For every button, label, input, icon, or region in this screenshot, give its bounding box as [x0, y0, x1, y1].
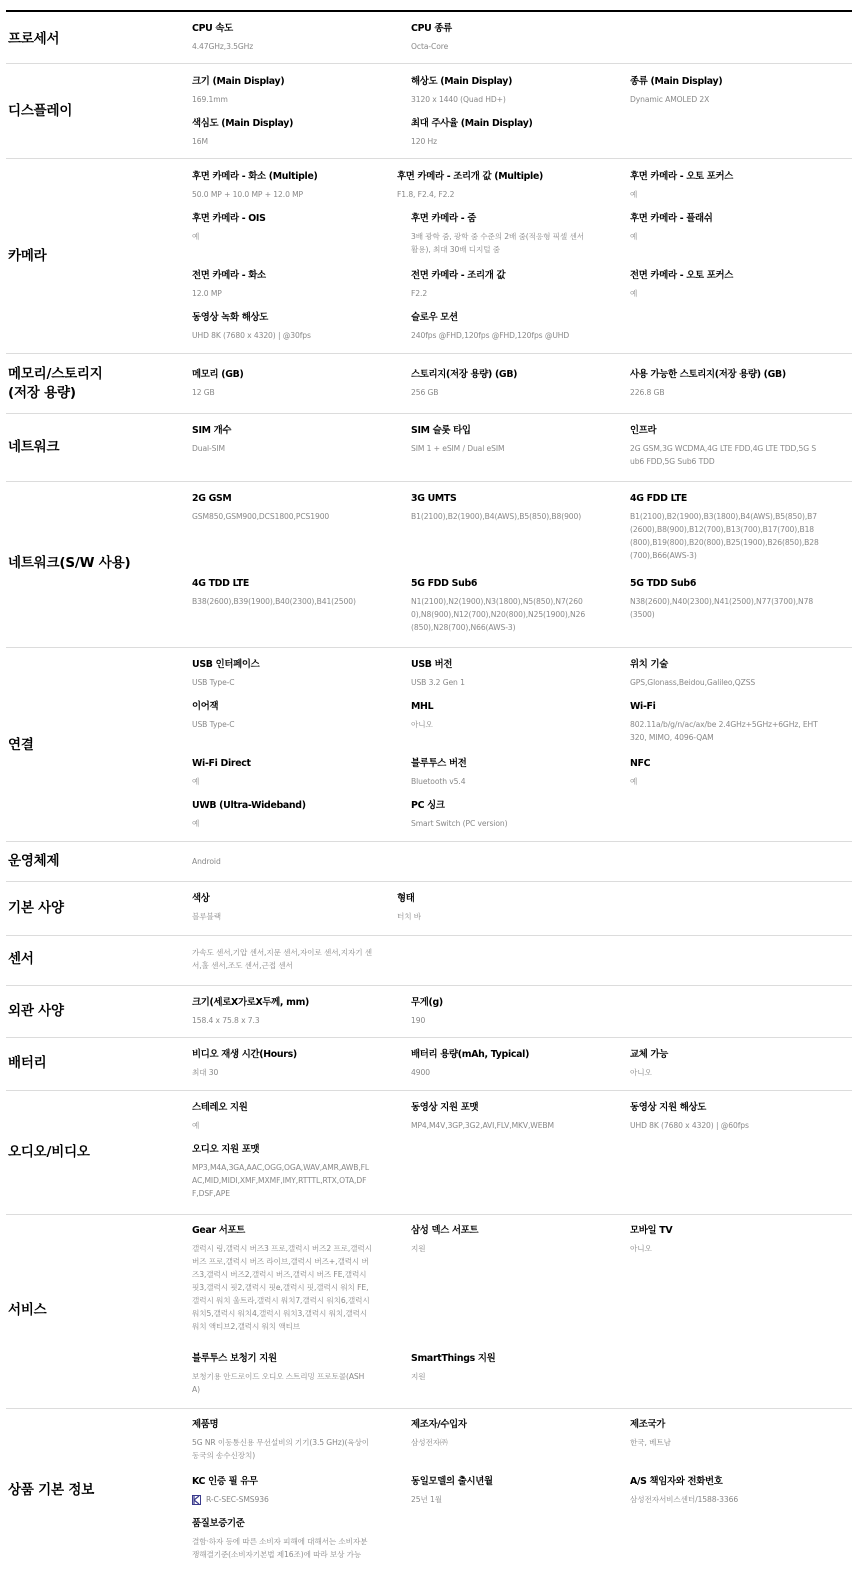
spec-value: USB 3.2 Gen 1 [411, 678, 465, 687]
spec-item [411, 368, 611, 399]
spec-item [192, 1475, 392, 1506]
section-physical [6, 985, 852, 1037]
spec-label: Gear 서포트 [192, 1225, 246, 1236]
spec-value: F2.2 [411, 289, 428, 298]
spec-item [192, 892, 392, 923]
spec-label: 후면 카메라 - 조리개 값 (Multiple) [397, 171, 543, 182]
spec-item [192, 996, 392, 1027]
spec-label: NFC [630, 758, 651, 769]
spec-item [192, 1224, 372, 1333]
spec-value: 120 Hz [411, 137, 438, 146]
spec-item [411, 212, 593, 256]
spec-item [192, 1143, 372, 1200]
spec-item [411, 1101, 611, 1132]
spec-item [411, 75, 611, 106]
spec-item [192, 1517, 372, 1561]
spec-value: Smart Switch (PC version) [411, 819, 508, 828]
section-title: 카메라 [8, 248, 47, 264]
spec-label: 이어잭 [192, 701, 219, 712]
section-title: 네트워크(S/W 사용) [8, 555, 131, 571]
section-services [6, 1214, 852, 1408]
spec-item [630, 1475, 830, 1506]
spec-value: 802.11a/b/g/n/ac/ax/be 2.4GHz+5GHz+6GHz, EHT320, MIMO, 4096-QAM [630, 720, 818, 742]
spec-value: 3120 x 1440 (Quad HD+) [411, 95, 506, 104]
section-title: 외관 사양 [8, 1003, 64, 1019]
spec-item [411, 1048, 611, 1079]
spec-label: 종류 (Main Display) [630, 76, 723, 87]
spec-label: 모바일 TV [630, 1225, 673, 1236]
top-divider [6, 10, 852, 12]
spec-item [411, 658, 611, 689]
spec-item [192, 75, 392, 106]
spec-label: 5G TDD Sub6 [630, 578, 697, 589]
spec-item [192, 212, 392, 243]
spec-item [411, 799, 611, 830]
spec-value: GSM850,GSM900,DCS1800,PCS1900 [192, 512, 330, 521]
spec-label: 색상 [192, 893, 210, 904]
spec-item [411, 117, 611, 148]
section-display [6, 63, 852, 158]
spec-label: 교체 가능 [630, 1049, 668, 1060]
spec-label: 동영상 지원 해상도 [630, 1102, 706, 1113]
spec-item [630, 424, 820, 468]
spec-label: Wi-Fi Direct [192, 758, 251, 769]
spec-label: 후면 카메라 - 화소 (Multiple) [192, 171, 318, 182]
spec-item [192, 941, 372, 972]
spec-label: 동영상 녹화 해상도 [192, 312, 268, 323]
section-title: 서비스 [8, 1302, 47, 1318]
spec-value: B1(2100),B2(1900),B4(AWS),B5(850),B8(900) [411, 512, 582, 521]
spec-label: 스테레오 지원 [192, 1102, 248, 1113]
spec-label: 사용 가능한 스토리지(저장 용량) (GB) [630, 369, 786, 380]
spec-label: 크기(세로X가로X두께, mm) [192, 997, 310, 1008]
spec-value: SIM 1 + eSIM / Dual eSIM [411, 444, 505, 453]
spec-item [411, 1352, 611, 1383]
spec-value: 삼성전자서비스센터/1588-3366 [630, 1495, 739, 1504]
spec-item [411, 700, 611, 731]
section-sensor [6, 935, 852, 985]
spec-item [192, 1101, 392, 1132]
spec-value: F1.8, F2.4, F2.2 [397, 190, 455, 199]
spec-item [630, 577, 820, 621]
section-connectivity [6, 647, 852, 841]
spec-value: MP4,M4V,3GP,3G2,AVI,FLV,MKV,WEBM [411, 1121, 554, 1130]
spec-label: 후면 카메라 - OIS [192, 213, 266, 224]
spec-value: 가속도 센서,기압 센서,지문 센서,자이로 센서,지자기 센서,홀 센서,조도 센서,근접 센서 [192, 948, 373, 970]
spec-label: UWB (Ultra-Wideband) [192, 800, 306, 811]
spec-label: 오디오 지원 포맷 [192, 1144, 260, 1155]
spec-item [192, 269, 392, 300]
spec-label: 삼성 덱스 서포트 [411, 1225, 479, 1236]
spec-value: 예 [630, 289, 638, 298]
spec-value: 아니오 [411, 720, 433, 729]
spec-item [411, 22, 611, 53]
section-audio-video [6, 1090, 852, 1214]
spec-label: 무게(g) [411, 997, 443, 1008]
spec-label: A/S 책임자와 전화번호 [630, 1476, 723, 1487]
section-general [6, 881, 852, 935]
spec-item [630, 212, 830, 243]
spec-label: 크기 (Main Display) [192, 76, 285, 87]
spec-item [630, 658, 830, 689]
spec-value: 블루블랙 [192, 912, 221, 921]
spec-label: CPU 속도 [192, 23, 233, 34]
spec-value: 5G NR 이동통신용 무선설비의 기기(3.5 GHz)(육상이동국의 송수신장치) [192, 1438, 370, 1460]
spec-value: 예 [192, 819, 200, 828]
spec-item [630, 1224, 830, 1255]
spec-value: B38(2600),B39(1900),B40(2300),B41(2500) [192, 597, 356, 606]
spec-value: Dynamic AMOLED 2X [630, 95, 710, 104]
spec-item [192, 492, 392, 523]
spec-label: 형태 [397, 893, 415, 904]
spec-value: GPS,Glonass,Beidou,Galileo,QZSS [630, 678, 756, 687]
spec-label: 블루투스 보청기 지원 [192, 1353, 277, 1364]
spec-value: 예 [630, 777, 638, 786]
spec-label: 3G UMTS [411, 493, 457, 504]
spec-item [192, 700, 392, 731]
spec-value: 지원 [411, 1244, 426, 1253]
spec-value: 최대 30 [192, 1068, 219, 1077]
spec-item [630, 1101, 830, 1132]
spec-label: 동일모델의 출시년월 [411, 1476, 493, 1487]
spec-value: 4.47GHz,3.5GHz [192, 42, 254, 51]
spec-label: 전면 카메라 - 화소 [192, 270, 266, 281]
spec-label: PC 싱크 [411, 800, 445, 811]
spec-item [192, 424, 392, 455]
spec-value: UHD 8K (7680 x 4320) | @30fps [192, 331, 311, 340]
spec-label: Wi-Fi [630, 701, 656, 712]
spec-label: 후면 카메라 - 오토 포커스 [630, 171, 734, 182]
spec-value: MP3,M4A,3GA,AAC,OGG,OGA,WAV,AMR,AWB,FLAC,MID,MIDI,XMF,MXMF,IMY,RTTTL,RTX,OTA,DFF,DSF,APE [192, 1163, 370, 1198]
spec-item [192, 311, 392, 342]
spec-value: 2G GSM,3G WCDMA,4G LTE FDD,4G LTE TDD,5G Sub6 FDD,5G Sub6 TDD [630, 444, 817, 466]
spec-item [630, 1418, 830, 1449]
spec-label: USB 버전 [411, 659, 453, 670]
spec-value: 예 [192, 1121, 200, 1130]
spec-item [411, 1475, 611, 1506]
spec-value: USB Type-C [192, 720, 235, 729]
section-title: 프로세서 [8, 31, 60, 47]
spec-item [192, 1418, 372, 1462]
spec-label: SIM 슬롯 타입 [411, 425, 471, 436]
spec-item [411, 1224, 611, 1255]
spec-item [192, 658, 392, 689]
spec-label: 슬로우 모션 [411, 312, 458, 323]
spec-item [630, 492, 820, 562]
spec-item [411, 269, 611, 300]
spec-value: 한국, 베트남 [630, 1438, 671, 1447]
spec-item [630, 368, 830, 399]
section-title: 디스플레이 [8, 103, 73, 119]
spec-label: 동영상 지원 포맷 [411, 1102, 479, 1113]
section-title: 연결 [8, 737, 34, 753]
section-os [6, 841, 852, 881]
spec-label: CPU 종류 [411, 23, 452, 34]
spec-value: 보청기용 안드로이드 오디오 스트리밍 프로토콜(ASHA) [192, 1372, 365, 1394]
spec-item [192, 757, 392, 788]
spec-value: 190 [411, 1016, 426, 1025]
section-battery [6, 1037, 852, 1090]
spec-value: Android [192, 857, 221, 866]
spec-value: 50.0 MP + 10.0 MP + 12.0 MP [192, 190, 304, 199]
spec-label: 제품명 [192, 1419, 219, 1430]
spec-value: 158.4 x 75.8 x 7.3 [192, 1016, 260, 1025]
spec-item [397, 170, 597, 201]
spec-value: 12 GB [192, 388, 215, 397]
spec-value: 예 [630, 232, 638, 241]
spec-value: 16M [192, 137, 208, 146]
spec-label: MHL [411, 701, 434, 712]
spec-label: 최대 주사율 (Main Display) [411, 118, 533, 129]
spec-value: 예 [630, 190, 638, 199]
spec-item [630, 269, 830, 300]
spec-value: 예 [192, 232, 200, 241]
spec-value: 예 [192, 777, 200, 786]
spec-item [397, 892, 597, 923]
spec-label: 전면 카메라 - 조리개 값 [411, 270, 506, 281]
section-title: 네트워크 [8, 439, 60, 455]
spec-label: 배터리 용량(mAh, Typical) [411, 1049, 530, 1060]
spec-label: 색심도 (Main Display) [192, 118, 294, 129]
spec-label: 제조국가 [630, 1419, 666, 1430]
spec-item [411, 424, 611, 455]
spec-item [411, 1418, 611, 1449]
section-title: 센서 [8, 951, 34, 967]
spec-item [411, 311, 611, 342]
spec-item [192, 368, 392, 399]
spec-item [192, 117, 392, 148]
spec-label: 해상도 (Main Display) [411, 76, 513, 87]
section-title: 운영체제 [8, 853, 60, 869]
spec-label: 비디오 재생 시간(Hours) [192, 1049, 297, 1060]
spec-value: 아니오 [630, 1244, 652, 1253]
spec-item [411, 577, 591, 634]
spec-value: 삼성전자㈜ [411, 1438, 448, 1447]
spec-value: 결함·하자 등에 따른 소비자 피해에 대해서는 소비자분쟁해결기준(소비자기본법 제16조)에 따라 보상 가능 [192, 1537, 368, 1559]
spec-label: 4G TDD LTE [192, 578, 249, 589]
spec-item [630, 170, 830, 201]
spec-item [630, 1048, 830, 1079]
spec-label: 4G FDD LTE [630, 493, 687, 504]
spec-label: 제조자/수입자 [411, 1419, 467, 1430]
section-product-info [6, 1408, 852, 1575]
spec-value: 25년 1월 [411, 1495, 442, 1504]
spec-label: 후면 카메라 - 플래쉬 [630, 213, 713, 224]
spec-value: Bluetooth v5.4 [411, 777, 466, 786]
spec-label: 스토리지(저장 용량) (GB) [411, 369, 518, 380]
spec-value: N38(2600),N40(2300),N41(2500),N77(3700),N78(3500) [630, 597, 814, 619]
section-network [6, 413, 852, 481]
kc-cert-row [192, 1493, 392, 1506]
section-title: 오디오/비디오 [8, 1144, 90, 1160]
spec-value: B1(2100),B2(1900),B3(1800),B4(AWS),B5(850),B7(2600),B8(900),B12(700),B13(700),B17(700),B18(800),B19(800),B20(800),B25(1900),B26(850),B28(700),B66(AWS-3) [630, 512, 819, 560]
section-title-line: (저장 용량) [8, 385, 76, 401]
spec-item [192, 577, 392, 608]
spec-item [411, 757, 611, 788]
spec-value: Octa-Core [411, 42, 449, 51]
section-processor [6, 14, 852, 63]
section-title [8, 365, 103, 403]
spec-label: USB 인터페이스 [192, 659, 260, 670]
spec-label: 전면 카메라 - 오토 포커스 [630, 270, 734, 281]
spec-item [411, 492, 611, 523]
spec-label: KC 인증 필 유무 [192, 1476, 258, 1487]
spec-item [192, 22, 392, 53]
spec-item [192, 1048, 392, 1079]
spec-value: 터치 바 [397, 912, 422, 921]
spec-value: UHD 8K (7680 x 4320) | @60fps [630, 1121, 749, 1130]
kc-cert-number: R-C-SEC-SMS936 [206, 1495, 269, 1504]
spec-label: 후면 카메라 - 줌 [411, 213, 477, 224]
spec-item [192, 170, 392, 201]
kc-mark-icon [192, 1495, 201, 1505]
spec-value: 아니오 [630, 1068, 652, 1077]
spec-label: SmartThings 지원 [411, 1353, 496, 1364]
spec-item [630, 757, 830, 788]
spec-value: 4900 [411, 1068, 430, 1077]
spec-value: 지원 [411, 1372, 426, 1381]
spec-label: 블루투스 버전 [411, 758, 467, 769]
spec-value: N1(2100),N2(1900),N3(1800),N5(850),N7(2600),N8(900),N12(700),N20(800),N25(1900),N26(850),N28(700),N66(AWS-3) [411, 597, 586, 632]
spec-value: 3배 광학 줌, 광학 줌 수준의 2배 줌(적응형 픽셀 센서 활용), 최대 30배 디지털 줌 [411, 232, 584, 254]
spec-value: 169.1mm [192, 95, 228, 104]
spec-value: 240fps @FHD,120fps @FHD,120fps @UHD [411, 331, 570, 340]
spec-label: 위치 기술 [630, 659, 668, 670]
section-memory [6, 353, 852, 413]
spec-value: USB Type-C [192, 678, 235, 687]
spec-value: 256 GB [411, 388, 439, 397]
section-title: 배터리 [8, 1055, 47, 1071]
spec-value: Dual-SIM [192, 444, 225, 453]
spec-label: 인프라 [630, 425, 657, 436]
spec-label: 2G GSM [192, 493, 232, 504]
spec-label: SIM 개수 [192, 425, 232, 436]
spec-item [192, 850, 392, 868]
section-network-sw [6, 481, 852, 647]
section-title: 상품 기본 정보 [8, 1482, 95, 1498]
spec-item [630, 700, 820, 744]
spec-value: 12.0 MP [192, 289, 222, 298]
spec-label: 품질보증기준 [192, 1518, 245, 1529]
spec-value: 226.8 GB [630, 388, 665, 397]
spec-item [192, 799, 392, 830]
spec-label: 5G FDD Sub6 [411, 578, 478, 589]
spec-item [411, 996, 611, 1027]
section-camera [6, 158, 852, 353]
section-title-line: 메모리/스토리지 [8, 366, 103, 382]
spec-item [192, 1352, 372, 1396]
section-title: 기본 사양 [8, 900, 64, 916]
spec-value: 갤럭시 링,갤럭시 버즈3 프로,갤럭시 버즈2 프로,갤럭시 버즈 프로,갤럭시 버즈 라이브,갤럭시 버즈+,갤럭시 버즈3,갤럭시 버즈2,갤럭시 버즈,갤럭시 버즈 FE,갤럭시 핏3,갤럭시 핏2,갤럭시 핏e,갤럭시 핏,갤럭시 워치 FE,갤럭시 워치 울트라,갤럭시 워치7,갤럭시 워치6,갤럭시 워치5,갤럭시 워치4,갤럭시 워치3,갤럭시 워치,갤럭시 워치 액티브2,갤럭시 워치 액티브 [192, 1244, 372, 1331]
spec-label: 메모리 (GB) [192, 369, 244, 380]
spec-item [630, 75, 830, 106]
